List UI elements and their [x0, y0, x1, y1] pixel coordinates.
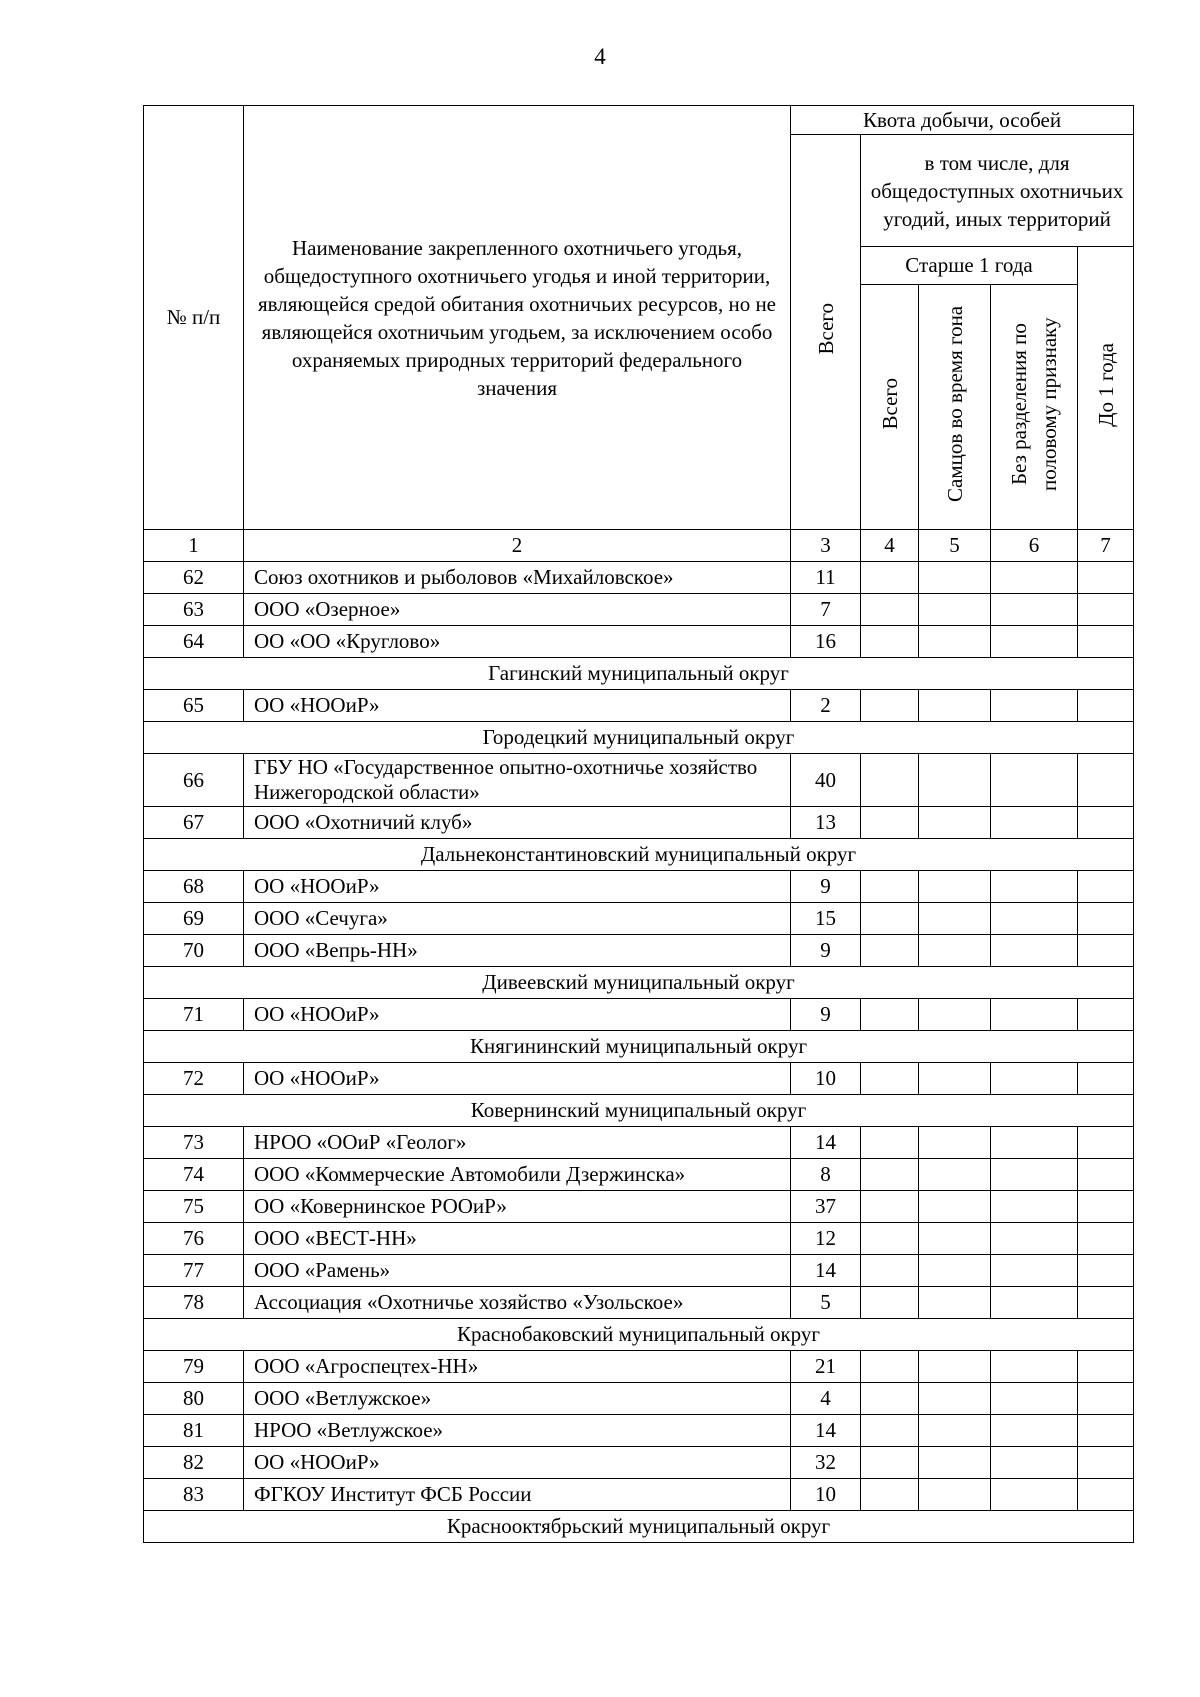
table-row	[144, 1447, 1134, 1479]
row-total: 16	[791, 626, 861, 658]
table-row	[144, 935, 1134, 967]
row-males-rut	[919, 626, 991, 658]
row-no-sex	[991, 754, 1078, 807]
row-no-sex	[991, 1063, 1078, 1095]
row-older-total	[861, 1383, 919, 1415]
district-row	[144, 967, 1134, 999]
row-under1	[1078, 1063, 1134, 1095]
row-under1	[1078, 999, 1134, 1031]
row-males-rut	[919, 1383, 991, 1415]
row-under1	[1078, 690, 1134, 722]
row-name: ОО «НООиР»	[244, 1447, 791, 1479]
row-num: 65	[144, 690, 244, 722]
row-males-rut	[919, 1063, 991, 1095]
row-no-sex	[991, 871, 1078, 903]
row-num: 80	[144, 1383, 244, 1415]
row-under1	[1078, 562, 1134, 594]
row-no-sex	[991, 1127, 1078, 1159]
row-no-sex	[991, 1287, 1078, 1319]
district-name: Городецкий муниципальный округ	[144, 722, 1134, 754]
row-name: ООО «Рамень»	[244, 1255, 791, 1287]
row-num: 62	[144, 562, 244, 594]
row-older-total	[861, 1479, 919, 1511]
row-name: ОО «ОО «Круглово»	[244, 626, 791, 658]
column-number: 6	[991, 530, 1078, 562]
row-no-sex	[991, 562, 1078, 594]
table-row	[144, 594, 1134, 626]
district-name: Дальнеконстантиновский муниципальный округ	[144, 839, 1134, 871]
row-name: ГБУ НО «Государственное опытно-охотничье хозяйство Нижегородской области»	[244, 754, 791, 807]
row-no-sex	[991, 1383, 1078, 1415]
district-row	[144, 1031, 1134, 1063]
column-number: 5	[919, 530, 991, 562]
row-total: 10	[791, 1479, 861, 1511]
row-no-sex	[991, 1191, 1078, 1223]
row-older-total	[861, 1415, 919, 1447]
row-older-total	[861, 594, 919, 626]
district-name: Краснобаковский муниципальный округ	[144, 1319, 1134, 1351]
row-total: 5	[791, 1287, 861, 1319]
row-older-total	[861, 562, 919, 594]
header-older: Старше 1 года	[861, 247, 1078, 285]
table-row	[144, 1159, 1134, 1191]
row-num: 70	[144, 935, 244, 967]
district-row	[144, 1511, 1134, 1543]
row-num: 77	[144, 1255, 244, 1287]
row-older-total	[861, 1447, 919, 1479]
row-under1	[1078, 935, 1134, 967]
row-name: ОО «Ковернинское РООиР»	[244, 1191, 791, 1223]
table-row	[144, 1415, 1134, 1447]
row-no-sex	[991, 1159, 1078, 1191]
row-name: НРОО «Ветлужское»	[244, 1415, 791, 1447]
row-no-sex	[991, 935, 1078, 967]
row-under1	[1078, 1447, 1134, 1479]
row-males-rut	[919, 1159, 991, 1191]
row-males-rut	[919, 562, 991, 594]
row-older-total	[861, 626, 919, 658]
row-num: 71	[144, 999, 244, 1031]
row-males-rut	[919, 1223, 991, 1255]
row-under1	[1078, 1127, 1134, 1159]
header-num: № п/п	[144, 106, 244, 530]
district-row	[144, 1095, 1134, 1127]
row-num: 67	[144, 807, 244, 839]
row-under1	[1078, 626, 1134, 658]
row-older-total	[861, 1223, 919, 1255]
column-number: 3	[791, 530, 861, 562]
district-name: Краснооктябрьский муниципальный округ	[144, 1511, 1134, 1543]
table-row	[144, 1223, 1134, 1255]
table-row	[144, 690, 1134, 722]
header-no-sex: Без разделения по половому признаку	[991, 285, 1078, 530]
row-name: ОО «НООиР»	[244, 1063, 791, 1095]
row-under1	[1078, 871, 1134, 903]
row-older-total	[861, 999, 919, 1031]
row-name: ООО «Агроспецтех-НН»	[244, 1351, 791, 1383]
row-name: ОО «НООиР»	[244, 690, 791, 722]
row-no-sex	[991, 1351, 1078, 1383]
row-num: 64	[144, 626, 244, 658]
row-total: 40	[791, 754, 861, 807]
row-under1	[1078, 1159, 1134, 1191]
row-total: 11	[791, 562, 861, 594]
column-number: 4	[861, 530, 919, 562]
row-num: 83	[144, 1479, 244, 1511]
row-num: 66	[144, 754, 244, 807]
row-num: 74	[144, 1159, 244, 1191]
row-total: 14	[791, 1127, 861, 1159]
row-total: 14	[791, 1255, 861, 1287]
row-under1	[1078, 807, 1134, 839]
district-row	[144, 658, 1134, 690]
row-older-total	[861, 1127, 919, 1159]
row-no-sex	[991, 903, 1078, 935]
table-row	[144, 903, 1134, 935]
row-name: ООО «Коммерческие Автомобили Дзержинска»	[244, 1159, 791, 1191]
row-name: ООО «Озерное»	[244, 594, 791, 626]
row-males-rut	[919, 1287, 991, 1319]
row-total: 7	[791, 594, 861, 626]
row-under1	[1078, 1223, 1134, 1255]
row-males-rut	[919, 1351, 991, 1383]
row-males-rut	[919, 1415, 991, 1447]
column-numbers-row	[144, 530, 1134, 562]
row-num: 75	[144, 1191, 244, 1223]
table-row	[144, 807, 1134, 839]
row-total: 2	[791, 690, 861, 722]
row-num: 78	[144, 1287, 244, 1319]
row-older-total	[861, 871, 919, 903]
district-row	[144, 1319, 1134, 1351]
row-males-rut	[919, 999, 991, 1031]
header-quota: Квота добычи, особей	[791, 106, 1134, 135]
row-name: НРОО «ООиР «Геолог»	[244, 1127, 791, 1159]
row-males-rut	[919, 1127, 991, 1159]
row-older-total	[861, 1287, 919, 1319]
row-total: 32	[791, 1447, 861, 1479]
quota-table	[143, 105, 1134, 1543]
table-row	[144, 1383, 1134, 1415]
row-older-total	[861, 1159, 919, 1191]
header-older-total: Всего	[861, 285, 919, 530]
row-total: 8	[791, 1159, 861, 1191]
row-total: 9	[791, 999, 861, 1031]
row-under1	[1078, 594, 1134, 626]
row-name: ООО «Ветлужское»	[244, 1383, 791, 1415]
header-total: Всего	[791, 135, 861, 530]
row-name: ООО «Охотничий клуб»	[244, 807, 791, 839]
row-name: Союз охотников и рыболовов «Михайловское»	[244, 562, 791, 594]
table-row	[144, 562, 1134, 594]
row-older-total	[861, 807, 919, 839]
table-row	[144, 626, 1134, 658]
row-name: ОО «НООиР»	[244, 871, 791, 903]
row-no-sex	[991, 1415, 1078, 1447]
row-total: 4	[791, 1383, 861, 1415]
table-row	[144, 999, 1134, 1031]
row-name: ОО «НООиР»	[244, 999, 791, 1031]
header-under1: До 1 года	[1078, 247, 1134, 530]
row-males-rut	[919, 1479, 991, 1511]
row-num: 69	[144, 903, 244, 935]
table-row	[144, 1479, 1134, 1511]
row-older-total	[861, 1063, 919, 1095]
table-row	[144, 1127, 1134, 1159]
row-under1	[1078, 1415, 1134, 1447]
row-num: 81	[144, 1415, 244, 1447]
row-males-rut	[919, 871, 991, 903]
row-name: ФГКОУ Институт ФСБ России	[244, 1479, 791, 1511]
row-num: 68	[144, 871, 244, 903]
row-under1	[1078, 903, 1134, 935]
row-total: 37	[791, 1191, 861, 1223]
row-under1	[1078, 1351, 1134, 1383]
row-num: 73	[144, 1127, 244, 1159]
row-num: 79	[144, 1351, 244, 1383]
row-total: 13	[791, 807, 861, 839]
header-including: в том числе, для общедоступных охотничьих угодий, иных территорий	[861, 135, 1134, 247]
row-no-sex	[991, 1255, 1078, 1287]
row-under1	[1078, 754, 1134, 807]
row-older-total	[861, 1255, 919, 1287]
row-num: 72	[144, 1063, 244, 1095]
row-males-rut	[919, 935, 991, 967]
column-number: 1	[144, 530, 244, 562]
row-total: 14	[791, 1415, 861, 1447]
row-no-sex	[991, 807, 1078, 839]
column-number: 7	[1078, 530, 1134, 562]
row-males-rut	[919, 1191, 991, 1223]
row-no-sex	[991, 1479, 1078, 1511]
row-num: 76	[144, 1223, 244, 1255]
district-row	[144, 839, 1134, 871]
row-older-total	[861, 1351, 919, 1383]
row-no-sex	[991, 1447, 1078, 1479]
row-older-total	[861, 690, 919, 722]
row-under1	[1078, 1255, 1134, 1287]
row-under1	[1078, 1287, 1134, 1319]
row-num: 82	[144, 1447, 244, 1479]
district-name: Ковернинский муниципальный округ	[144, 1095, 1134, 1127]
row-no-sex	[991, 1223, 1078, 1255]
table-row	[144, 871, 1134, 903]
row-total: 10	[791, 1063, 861, 1095]
row-no-sex	[991, 594, 1078, 626]
table-row	[144, 1287, 1134, 1319]
row-no-sex	[991, 626, 1078, 658]
district-name: Княгининский муниципальный округ	[144, 1031, 1134, 1063]
table-row	[144, 1255, 1134, 1287]
district-name: Гагинский муниципальный округ	[144, 658, 1134, 690]
row-name: ООО «Вепрь-НН»	[244, 935, 791, 967]
row-num: 63	[144, 594, 244, 626]
row-total: 15	[791, 903, 861, 935]
row-older-total	[861, 1191, 919, 1223]
row-name: ООО «ВЕСТ-НН»	[244, 1223, 791, 1255]
page-number: 4	[594, 44, 606, 69]
row-under1	[1078, 1383, 1134, 1415]
district-row	[144, 722, 1134, 754]
row-males-rut	[919, 807, 991, 839]
table-row	[144, 1351, 1134, 1383]
row-males-rut	[919, 1447, 991, 1479]
row-males-rut	[919, 754, 991, 807]
row-name: ООО «Сечуга»	[244, 903, 791, 935]
row-under1	[1078, 1191, 1134, 1223]
row-total: 9	[791, 871, 861, 903]
column-number: 2	[244, 530, 791, 562]
row-total: 9	[791, 935, 861, 967]
row-total: 12	[791, 1223, 861, 1255]
row-older-total	[861, 754, 919, 807]
row-no-sex	[991, 999, 1078, 1031]
row-no-sex	[991, 690, 1078, 722]
row-males-rut	[919, 1255, 991, 1287]
row-total: 21	[791, 1351, 861, 1383]
table-row	[144, 1063, 1134, 1095]
table-row	[144, 1191, 1134, 1223]
row-name: Ассоциация «Охотничье хозяйство «Узольское»	[244, 1287, 791, 1319]
row-males-rut	[919, 903, 991, 935]
row-older-total	[861, 935, 919, 967]
table-row	[144, 754, 1134, 807]
row-males-rut	[919, 594, 991, 626]
row-males-rut	[919, 690, 991, 722]
row-older-total	[861, 903, 919, 935]
header-males-rut: Самцов во время гона	[919, 285, 991, 530]
district-name: Дивеевский муниципальный округ	[144, 967, 1134, 999]
header-name: Наименование закрепленного охотничьего угодья, общедоступного охотничьего угодья и иной территории, являющейся средой обитания охотничьих ресурсов, но не являющейся охотничьим угодьем, за исключением особо охраняемых природных территорий федерального значения	[244, 106, 791, 530]
row-under1	[1078, 1479, 1134, 1511]
